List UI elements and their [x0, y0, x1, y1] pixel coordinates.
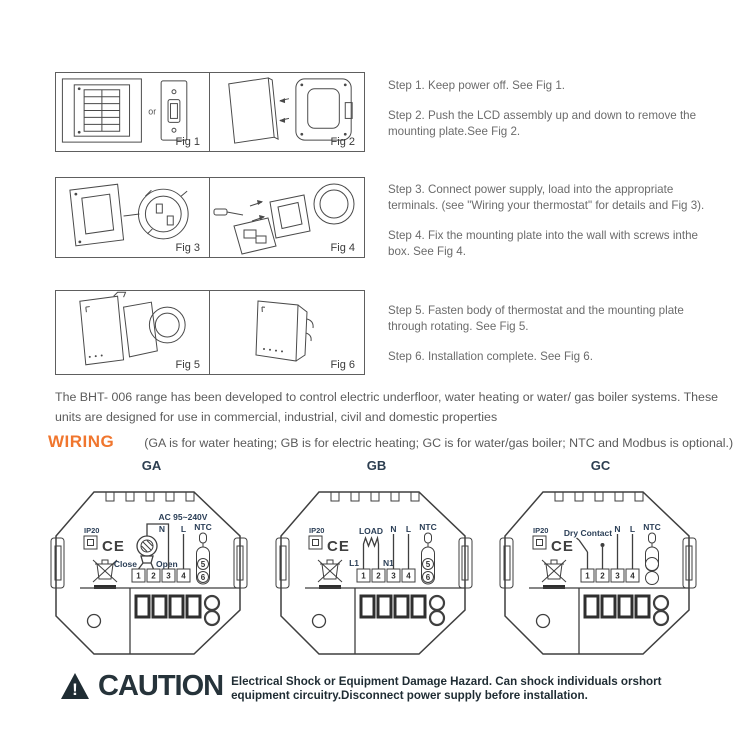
close-label: Close	[113, 559, 137, 569]
ntc-probe	[422, 533, 435, 584]
wiring-section-header	[48, 432, 733, 452]
figure-panel-1	[55, 72, 365, 152]
steps-5-6	[388, 303, 720, 379]
or-label: or	[148, 106, 157, 117]
wiring-diagram-gc	[493, 458, 708, 676]
caution-title: CAUTION	[98, 670, 224, 702]
ntc-label: NTC	[643, 522, 661, 532]
terminal-1: 1	[136, 571, 141, 581]
step-2-text: Step 2. Push the LCD assembly up and down to remove the mounting plate.See Fig 2.	[388, 108, 697, 138]
diagram-gb-drawing	[269, 476, 484, 676]
screw-hole	[313, 615, 326, 628]
terminal-block	[357, 569, 415, 582]
l-label: L	[405, 524, 412, 534]
step-4-text: Step 4. Fix the mounting plate into the wall with screws inthe box. See Fig 4.	[388, 228, 698, 258]
caution-text: Electrical Shock or Equipment Damage Hazard. Can shock individuals orshort equipment circuitry.Disconnect power supply before installation.	[231, 675, 662, 703]
figure-panel-3	[55, 290, 365, 375]
range-description: The BHT- 006 range has been developed to control electric underfloor, water heating or water/ gas boiler systems. These units are designed for use in commercial, industrial, civil and domestic properties	[55, 390, 719, 424]
ip20-icon	[84, 536, 97, 549]
step-5-text: Step 5. Fasten body of thermostat and the mounting plate through rotating. See Fig 5.	[388, 304, 684, 333]
fig2-cell	[210, 73, 364, 151]
side-clips	[500, 538, 696, 588]
l1-label: L1	[349, 558, 359, 568]
ntc-terminal-5: 5	[425, 560, 431, 569]
figure-panel-2	[55, 177, 365, 258]
screw-hole	[537, 615, 550, 628]
screw-hole	[88, 615, 101, 628]
n-label: N	[158, 524, 165, 534]
diagram-gc-drawing	[493, 476, 708, 676]
terminal-block	[132, 569, 190, 582]
terminal-4: 4	[406, 571, 411, 581]
fig1-label: Fig 1	[175, 136, 200, 148]
fig5-cell	[56, 291, 210, 374]
terminal-4: 4	[630, 571, 635, 581]
n-label: N	[614, 524, 621, 534]
load-resistor-icon	[364, 538, 379, 569]
steps-1-2	[388, 78, 720, 154]
svg-text:!: !	[72, 680, 78, 699]
terminal-3: 3	[391, 571, 396, 581]
terminal-3: 3	[166, 571, 171, 581]
fig6-label: Fig 6	[330, 359, 355, 371]
terminal-1: 1	[585, 571, 590, 581]
fig3-cell	[56, 178, 210, 257]
diagram-gb-title: GB	[366, 458, 387, 473]
fig4-cell	[210, 178, 364, 257]
ntc-terminal-5: 5	[200, 560, 206, 569]
voltage-label: AC 95~240V	[158, 512, 208, 522]
diagram-ga-title: GA	[141, 458, 162, 473]
ip20-icon	[533, 536, 546, 549]
terminal-1: 1	[361, 571, 366, 581]
top-tabs	[555, 492, 643, 501]
diagram-gc-title: GC	[590, 458, 611, 473]
load-label: LOAD	[358, 526, 384, 536]
wiring-diagram-gb	[269, 458, 484, 676]
lower-terminal-openings	[585, 596, 649, 617]
fig5-label: Fig 5	[175, 359, 200, 371]
open-label: Open	[156, 559, 178, 569]
ntc-terminal-6: 6	[425, 573, 431, 582]
ce-mark: CE	[102, 538, 125, 555]
terminal-4: 4	[181, 571, 186, 581]
step-3-text: Step 3. Connect power supply, load into the appropriate terminals. (see "Wiring your thermostat" for details and Fig 3).	[388, 183, 705, 212]
wiring-note: (GA is for water heating; GB is for electric heating; GC is for water/gas boiler; NTC and Modbus is optional.)	[144, 436, 734, 450]
terminal-2: 2	[376, 571, 381, 581]
fig1-cell	[56, 73, 210, 151]
ntc-probe	[197, 533, 210, 584]
ip20-label: IP20	[309, 526, 325, 535]
lower-terminal-openings	[361, 596, 425, 617]
ip20-label: IP20	[533, 526, 549, 535]
wiring-diagram-ga	[44, 458, 259, 676]
ntc-terminal-6: 6	[200, 573, 206, 582]
ntc-label: NTC	[419, 522, 437, 532]
weee-icon	[318, 560, 342, 589]
ip20-label: IP20	[84, 526, 100, 535]
dry-contact-label: Dry Contact	[563, 528, 613, 538]
fig4-label: Fig 4	[330, 242, 355, 254]
weee-icon	[542, 560, 566, 589]
ntc-label: NTC	[194, 522, 212, 532]
dry-contact-switch-icon	[577, 538, 605, 569]
ce-mark: CE	[327, 538, 350, 555]
terminal-3: 3	[615, 571, 620, 581]
l-label: L	[180, 524, 187, 534]
n1-label: N1	[383, 558, 394, 568]
top-tabs	[331, 492, 419, 501]
caution-banner	[60, 672, 703, 704]
step-6-text: Step 6. Installation complete. See Fig 6.	[388, 349, 593, 363]
fig3-label: Fig 3	[175, 242, 200, 254]
lower-terminal-openings	[136, 596, 200, 617]
ce-mark: CE	[551, 538, 574, 555]
diagram-ga-drawing	[44, 476, 259, 676]
top-tabs	[106, 492, 194, 501]
terminal-block	[581, 569, 639, 582]
n-label: N	[390, 524, 397, 534]
fig2-label: Fig 2	[330, 136, 355, 148]
caution-triangle-icon	[60, 672, 90, 700]
ip20-icon	[309, 536, 322, 549]
fig6-cell	[210, 291, 364, 374]
wiring-heading: WIRING	[48, 432, 115, 451]
steps-3-4	[388, 182, 720, 274]
terminal-2: 2	[151, 571, 156, 581]
terminal-2: 2	[600, 571, 605, 581]
step-1-text: Step 1. Keep power off. See Fig 1.	[388, 79, 566, 92]
l-label: L	[629, 524, 636, 534]
ntc-probe	[646, 533, 659, 585]
